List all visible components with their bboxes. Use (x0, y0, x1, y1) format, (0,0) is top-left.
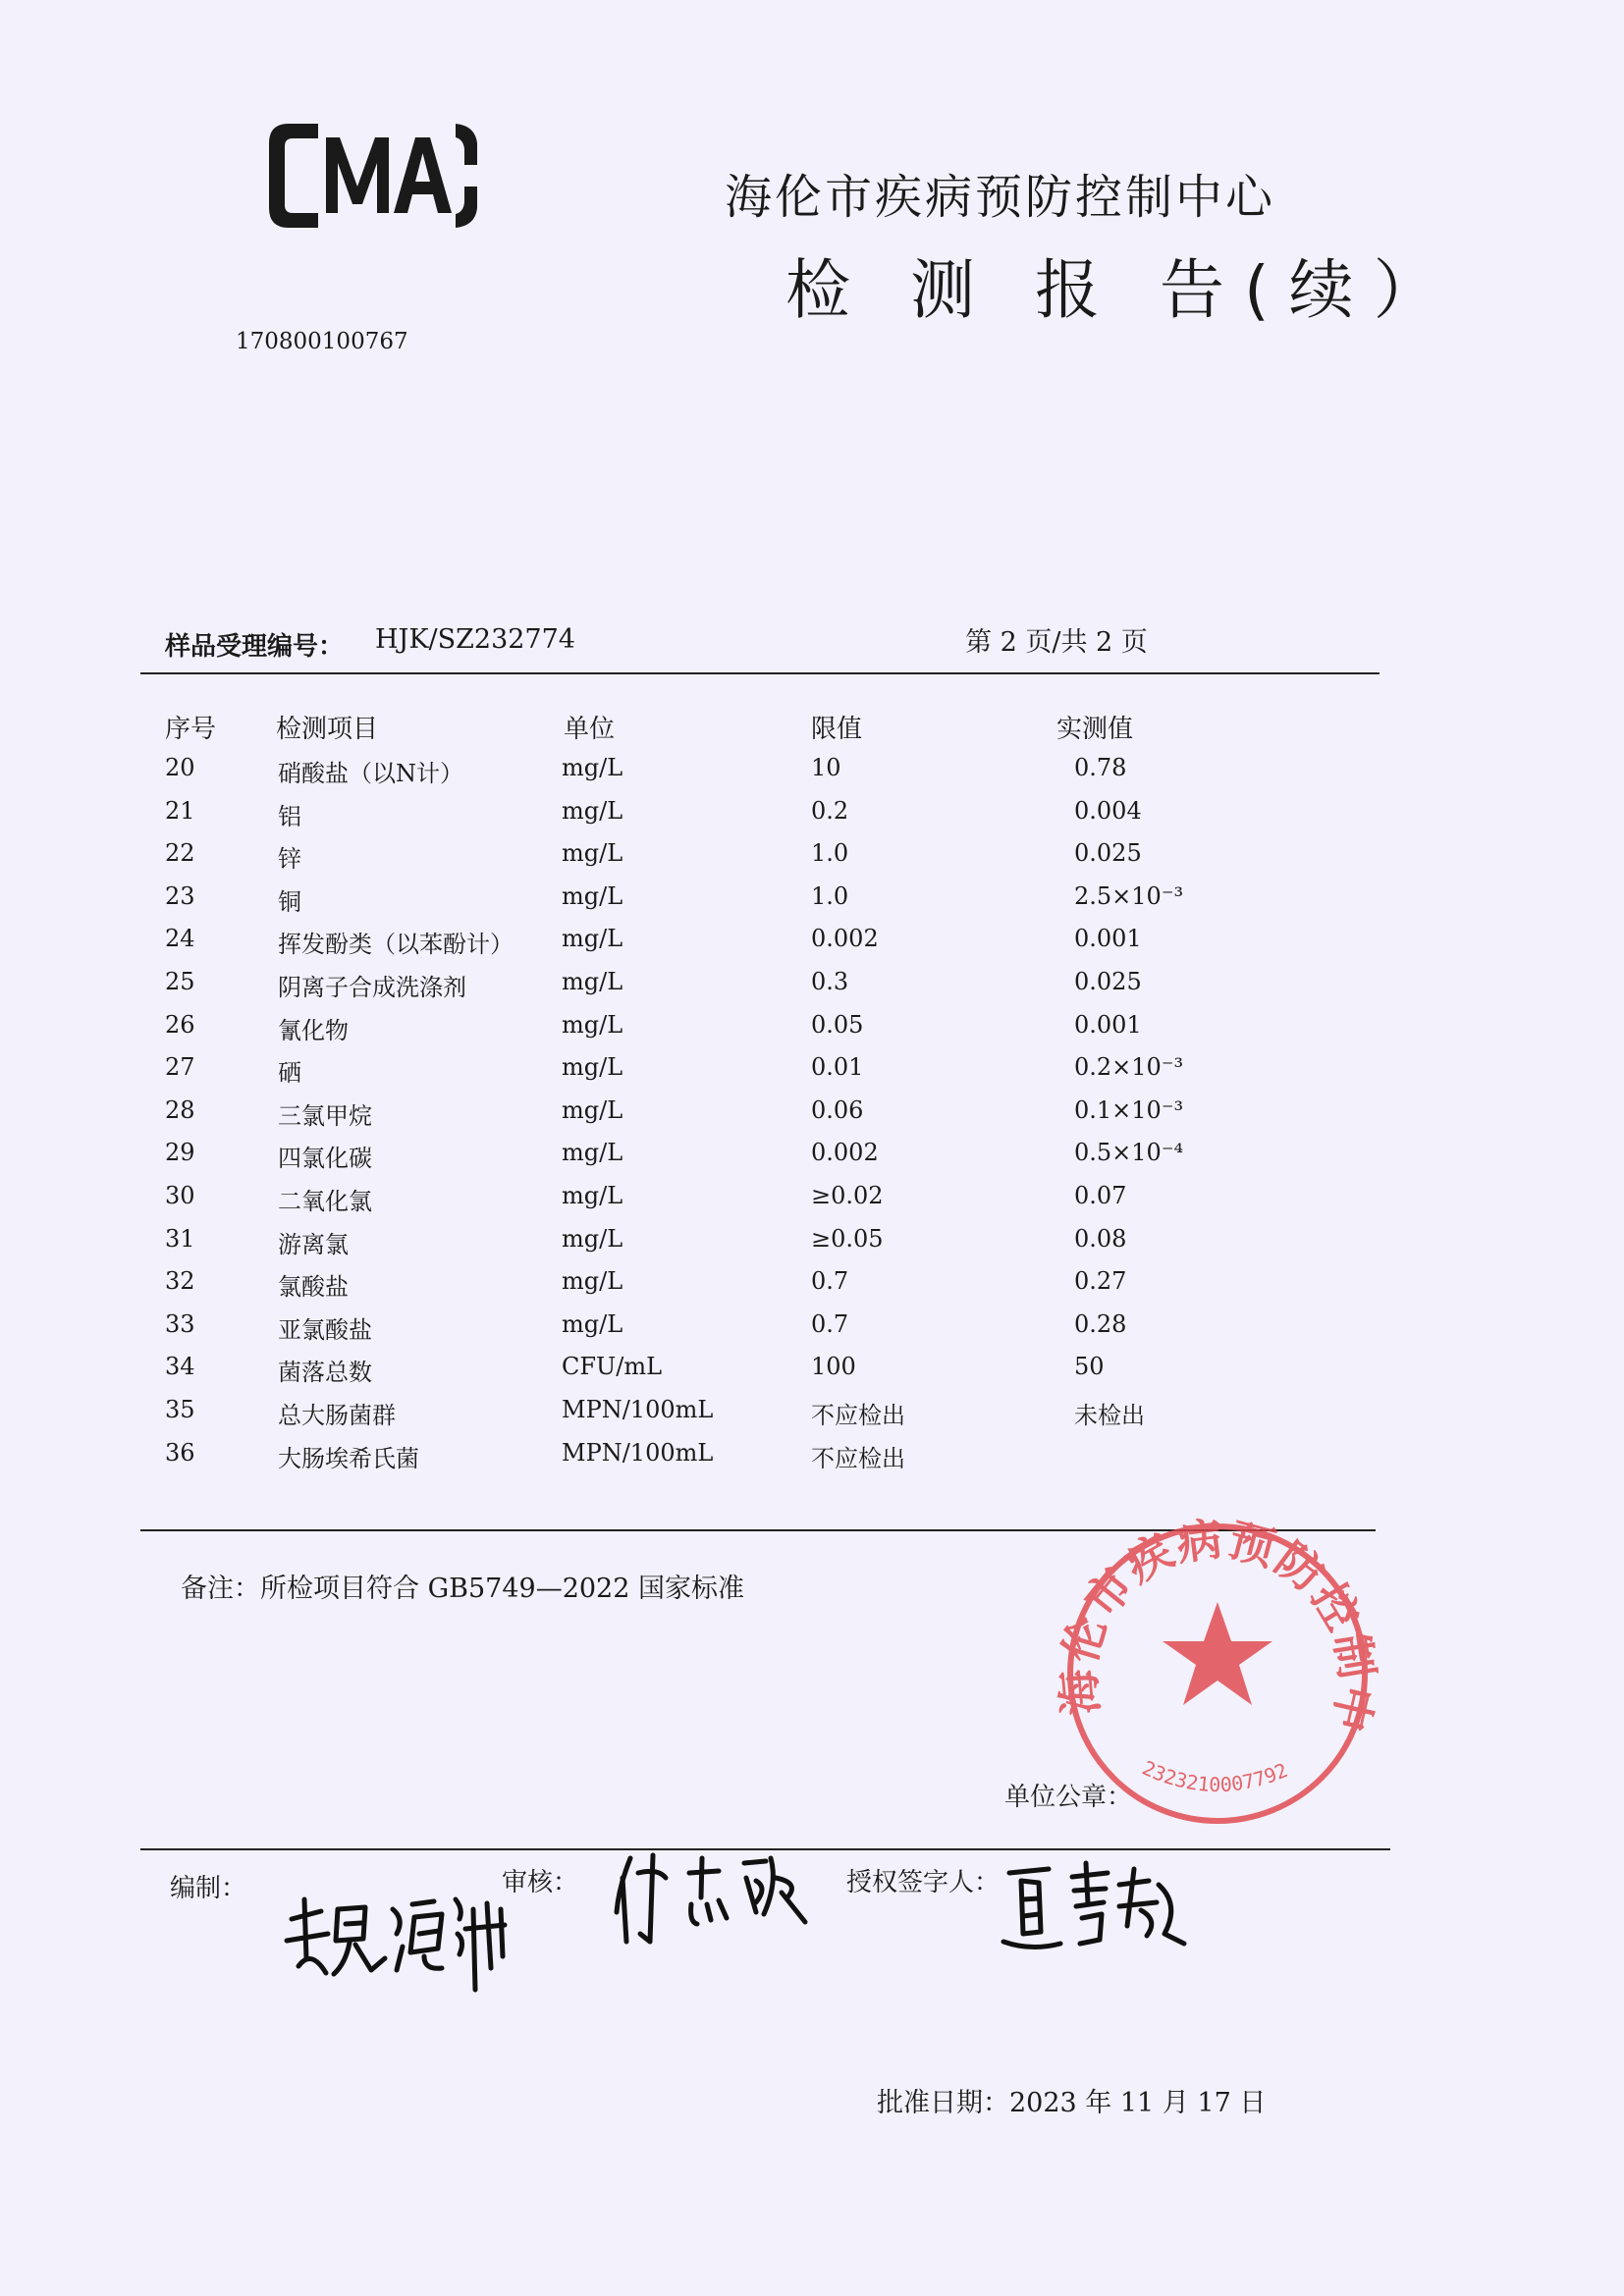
authorizer-label: 授权签字人： (846, 1868, 1001, 1897)
row-unit: mg/L (562, 925, 623, 952)
row-limit: ≥0.02 (811, 1182, 884, 1209)
row-number: 22 (165, 839, 195, 867)
row-item: 二氧化氯 (278, 1188, 372, 1215)
row-measured: 0.025 (1074, 839, 1142, 867)
row-number: 31 (165, 1225, 195, 1253)
organization-name: 海伦市疾病预防控制中心 (725, 170, 1276, 225)
row-number: 23 (165, 882, 195, 910)
row-item: 大肠埃希氏菌 (278, 1445, 419, 1472)
column-header-measured: 实测值 (1056, 715, 1134, 744)
row-measured: 0.001 (1074, 925, 1142, 952)
row-measured: 0.08 (1074, 1225, 1127, 1253)
row-number: 30 (165, 1182, 195, 1209)
row-number: 26 (165, 1011, 195, 1039)
row-unit: mg/L (562, 754, 623, 781)
stamp-text: 海伦市疾病预防控制中 (1051, 1512, 1384, 1738)
row-number: 28 (165, 1096, 195, 1124)
editor-label: 编制： (170, 1874, 247, 1903)
row-number: 35 (165, 1396, 195, 1423)
row-item: 阴离子合成洗涤剂 (278, 974, 466, 1001)
row-item: 四氯化碳 (278, 1145, 372, 1172)
row-unit: mg/L (562, 1011, 623, 1039)
row-unit: mg/L (562, 882, 623, 910)
row-item: 菌落总数 (278, 1359, 372, 1386)
row-item: 游离氯 (278, 1231, 349, 1258)
row-item: 铜 (278, 888, 301, 916)
row-limit: 1.0 (811, 882, 849, 910)
row-number: 34 (165, 1353, 195, 1380)
editor-signature (277, 1880, 513, 2002)
column-header-limit: 限值 (811, 715, 863, 744)
row-measured: 0.025 (1074, 968, 1142, 995)
reviewer-label: 审核： (502, 1868, 579, 1897)
row-limit: 0.002 (811, 925, 879, 952)
row-limit: 1.0 (811, 839, 849, 867)
row-measured: 0.1×10⁻³ (1074, 1096, 1184, 1124)
row-number: 29 (165, 1139, 195, 1166)
row-unit: mg/L (562, 1139, 623, 1166)
svg-text:2323210007792 (1139, 1756, 1291, 1796)
row-item: 氯酸盐 (278, 1273, 349, 1301)
row-number: 20 (165, 754, 195, 781)
row-item: 总大肠菌群 (278, 1402, 396, 1429)
row-limit: 0.2 (811, 797, 849, 825)
report-title: 检 测 报 告(续） (785, 252, 1458, 328)
row-unit: MPN/100mL (562, 1396, 714, 1423)
row-item: 锌 (278, 845, 301, 873)
row-limit: 不应检出 (811, 1402, 905, 1429)
row-unit: mg/L (562, 839, 623, 867)
row-limit: 0.05 (811, 1011, 864, 1039)
row-measured: 0.78 (1074, 754, 1127, 781)
row-unit: mg/L (562, 1096, 623, 1124)
page-indicator: 第 2 页/共 2 页 (965, 627, 1148, 658)
row-limit: 0.01 (811, 1053, 864, 1081)
row-limit: 10 (811, 754, 841, 781)
row-measured: 0.2×10⁻³ (1074, 1053, 1184, 1081)
column-header-item: 检测项目 (276, 715, 379, 744)
row-measured: 0.004 (1074, 797, 1142, 825)
authorizer-signature (992, 1855, 1188, 1967)
row-item: 亚氯酸盐 (278, 1316, 372, 1344)
approval-date: 批准日期：2023 年 11 月 17 日 (877, 2088, 1267, 2118)
row-measured: 0.5×10⁻⁴ (1074, 1139, 1184, 1166)
row-item: 挥发酚类（以苯酚计） (278, 931, 514, 958)
column-header-unit: 单位 (564, 715, 616, 744)
row-number: 36 (165, 1439, 195, 1467)
row-limit: ≥0.05 (811, 1225, 884, 1253)
row-limit: 0.06 (811, 1096, 864, 1124)
column-header-number: 序号 (165, 715, 217, 744)
row-number: 21 (165, 797, 195, 825)
row-limit: 100 (811, 1353, 856, 1380)
row-item: 氰化物 (278, 1017, 349, 1044)
row-limit: 0.7 (811, 1267, 849, 1295)
row-unit: mg/L (562, 1267, 623, 1295)
row-unit: CFU/mL (562, 1353, 663, 1380)
divider-top (140, 672, 1380, 674)
row-measured: 2.5×10⁻³ (1074, 882, 1184, 910)
row-measured: 0.28 (1074, 1310, 1127, 1338)
row-item: 三氯甲烷 (278, 1102, 372, 1130)
report-code: 170800100767 (236, 329, 408, 354)
sample-number-value: HJK/SZ232774 (375, 624, 575, 655)
row-item: 硝酸盐（以N计） (278, 760, 463, 787)
row-number: 33 (165, 1310, 195, 1338)
cma-logo (263, 118, 481, 238)
row-unit: mg/L (562, 1053, 623, 1081)
unit-seal-label: 单位公章： (1004, 1783, 1133, 1812)
row-number: 24 (165, 925, 195, 952)
row-unit: MPN/100mL (562, 1439, 714, 1467)
row-measured: 50 (1074, 1353, 1105, 1380)
row-unit: mg/L (562, 1182, 623, 1209)
row-item: 铝 (278, 803, 301, 830)
row-measured: 0.001 (1074, 1011, 1142, 1039)
reviewer-signature (609, 1843, 815, 1955)
row-measured: 0.07 (1074, 1182, 1127, 1209)
row-limit: 0.7 (811, 1310, 849, 1338)
remarks: 备注：所检项目符合 GB5749—2022 国家标准 (181, 1574, 744, 1604)
row-measured: 0.27 (1074, 1267, 1127, 1295)
row-limit: 不应检出 (811, 1445, 905, 1472)
row-measured: 未检出 (1074, 1402, 1145, 1429)
row-limit: 0.002 (811, 1139, 879, 1166)
row-number: 32 (165, 1267, 195, 1295)
row-unit: mg/L (562, 1310, 623, 1338)
row-number: 25 (165, 968, 195, 995)
row-number: 27 (165, 1053, 195, 1081)
row-unit: mg/L (562, 797, 623, 825)
sample-number-label: 样品受理编号： (165, 632, 345, 662)
row-limit: 0.3 (811, 968, 849, 995)
row-unit: mg/L (562, 968, 623, 995)
stamp-number: 2323210007792 (1138, 1755, 1291, 1797)
row-item: 硒 (278, 1059, 301, 1087)
row-unit: mg/L (562, 1225, 623, 1253)
